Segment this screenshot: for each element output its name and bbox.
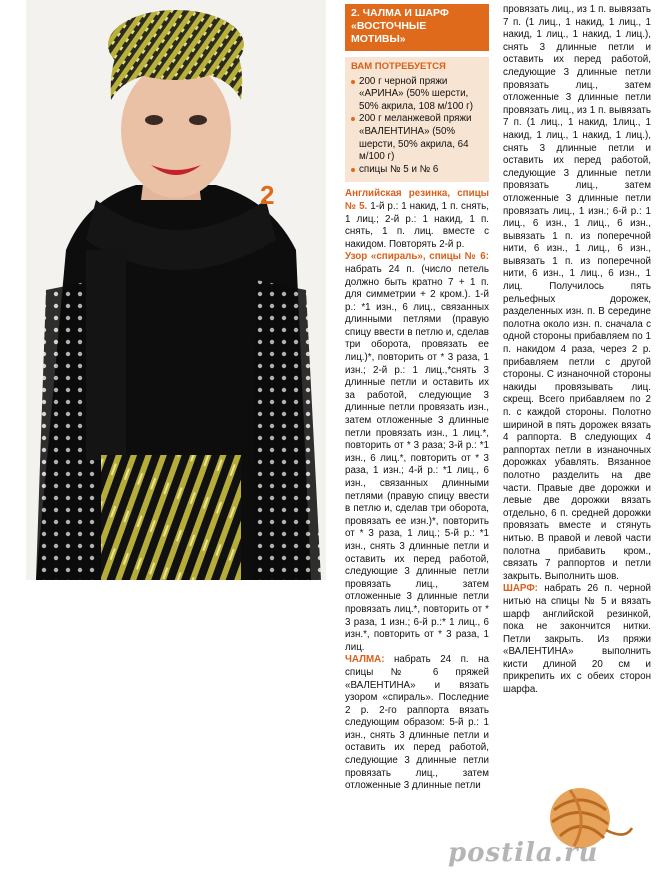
spiral-paragraph bbox=[345, 251, 489, 654]
scarf-text: набрать 26 п. черной нитью на спицы № 5 и вязать шарф английской резинкой, пока не закончится нитки. Петли закрыть. Из пряжи «ВАЛЕНТИНА» выполнить кисти длиной 20 см и прикрепить их с обеих сторон шарфа. bbox=[503, 583, 651, 696]
scarf-heading: ШАРФ: bbox=[503, 583, 538, 595]
turban-text: набрать 24 п. на спицы № 6 пряжей «ВАЛЕНТИНА» и вязать узором «спираль». Последние 2 р. 2-го раппорта вязать следующим образом: 5-й р.: 1 изн., снять 3 длинные петли и оставить их перед работой, следующие 3 длинные петли провязать лиц., затем отложенные 3 длинные петли bbox=[345, 654, 489, 792]
materials-heading: ВАМ ПОТРЕБУЕТСЯ bbox=[351, 61, 446, 72]
rib-paragraph bbox=[345, 188, 489, 251]
materials-item: 200 г черной пряжи «АРИНА» (50% шерсти, 50% акрила, 108 м/100 г) bbox=[351, 76, 483, 114]
right-column bbox=[503, 4, 651, 697]
title-box bbox=[345, 4, 489, 51]
model-photo bbox=[26, 0, 326, 580]
materials-box bbox=[345, 57, 489, 182]
title-line-1: 2. ЧАЛМА И ШАРФ bbox=[351, 7, 449, 19]
turban-paragraph bbox=[345, 654, 489, 793]
spiral-text: набрать 24 п. (число петель должно быть кратно 7 + 1 п. для симметрии + 2 кром.). 1-й р.: *1 изн., 6 лиц., связанных длинными петлями (правую спицу ввести в петлю и, сделав три оборота, провязать ее лиц.)*, повторить от * 3 раза, 1 изн.; 2-й р.: 1 лиц.,*снять 3 длинные петли и оставить их за работой, следующие 3 длинные петли провязать изн., затем отложенные 3 длинные петли провязать изн., 1 лиц.*, повторить от * 3 раза; 3-й р.: *1 изн., 6 лиц.*, повторить от * 3 раза, 1 изн.; 4-й р.: *1 лиц., 6 изн., связанных длинными петлями (правую спицу ввести в петлю и, сделав три оборота, провязать ее изн.)*, повторить от * 3 раза, 1 лиц.; 5-й р.: *1 изн., снять 3 длинные петли и оставить их перед работой, следующие 3 длинные петли провязать лиц., затем отложенные 3 длинные петли провязать лиц.*, повторить от * 3 раза, 1 изн.; 6-й р.:* 1 лиц., 6 изн.*, повторить от * 3 раза, 1 лиц. bbox=[345, 263, 489, 653]
watermark: postila.ru bbox=[448, 838, 599, 868]
scarf-paragraph bbox=[503, 583, 651, 696]
turban-continued: провязать лиц., из 1 п. вывязать 7 п. (1 лиц., 1 накид, 1 лиц., 1 накид, 1 лиц., 1 накид, 1 лиц.), снять 3 длинные петли и оставить их перед работой, следующие 3 длинные петли провязать лиц., затем отложенные 3 длинные петли провязать лиц., из 1 п. вывязать 7 п. (1 лиц., 1 накид, 1лиц., 1 накид, 1 лиц., 1 накид, 1 лиц.), снять 3 длинные петли и оставить их перед работой, следующие 3 длинные петли провязать лиц., затем отложенные 3 длинные петли провязать лиц., 1 изн.; 6-й р.: 1 лиц., 6 изн., 1 лиц., 6 изн., вывязать 1 п. из поперечной нити, 6 изн., 1 лиц., 6 изн., вывязать 1 п. из поперечной нити, 6 изн., 1 лиц., 6 изн., 1 лиц. Получилось пять рельефных дорожек, разделенных изн. п. В середине полотна около изн. п. сначала с одной стороны прибавляем по 1 п. накидом 4 раза, через 2 р. прибавляем петли с другой стороны. С изнаночной стороны накиды провязывать лиц. скрещ. Всего прибавляем по 2 п. с каждой стороны. Полотно шириной в пять дорожек вязать 4 раппорта. В следующих 4 раппортах петли в изнаночных дорожках убавлять. Вязанное полотно разделить на две части. Правые две дорожки и левые две дорожки вязать отдельно, 6 п. средней дорожки провязать вместе и стянуть нитью. В правой и левой части полотна прибавить кром., связать 7 раппортов и петли закрыть. Выполнить шов. bbox=[503, 4, 651, 582]
rib-heading: Английская резинка, спицы № 5. bbox=[345, 188, 489, 212]
materials-item: спицы № 5 и № 6 bbox=[351, 164, 483, 177]
rib-text: 1-й р.: 1 накид, 1 п. снять, 1 лиц.; 2-й р.: 1 накид, 1 п. снять, 1 п. лиц. вместе с накидом. Повторять 2-й р. bbox=[345, 200, 489, 250]
title-line-2: «ВОСТОЧНЫЕ МОТИВЫ» bbox=[351, 20, 427, 45]
photo-number-badge: 2 bbox=[260, 180, 275, 210]
spiral-heading: Узор «спираль», спицы № 6: bbox=[345, 251, 489, 263]
turban-heading: ЧАЛМА: bbox=[345, 654, 385, 666]
materials-item: 200 г меланжевой пряжи «ВАЛЕНТИНА» (50% шерсти, 50% акрила, 64 м/100 г) bbox=[351, 113, 483, 163]
middle-column bbox=[345, 4, 489, 793]
